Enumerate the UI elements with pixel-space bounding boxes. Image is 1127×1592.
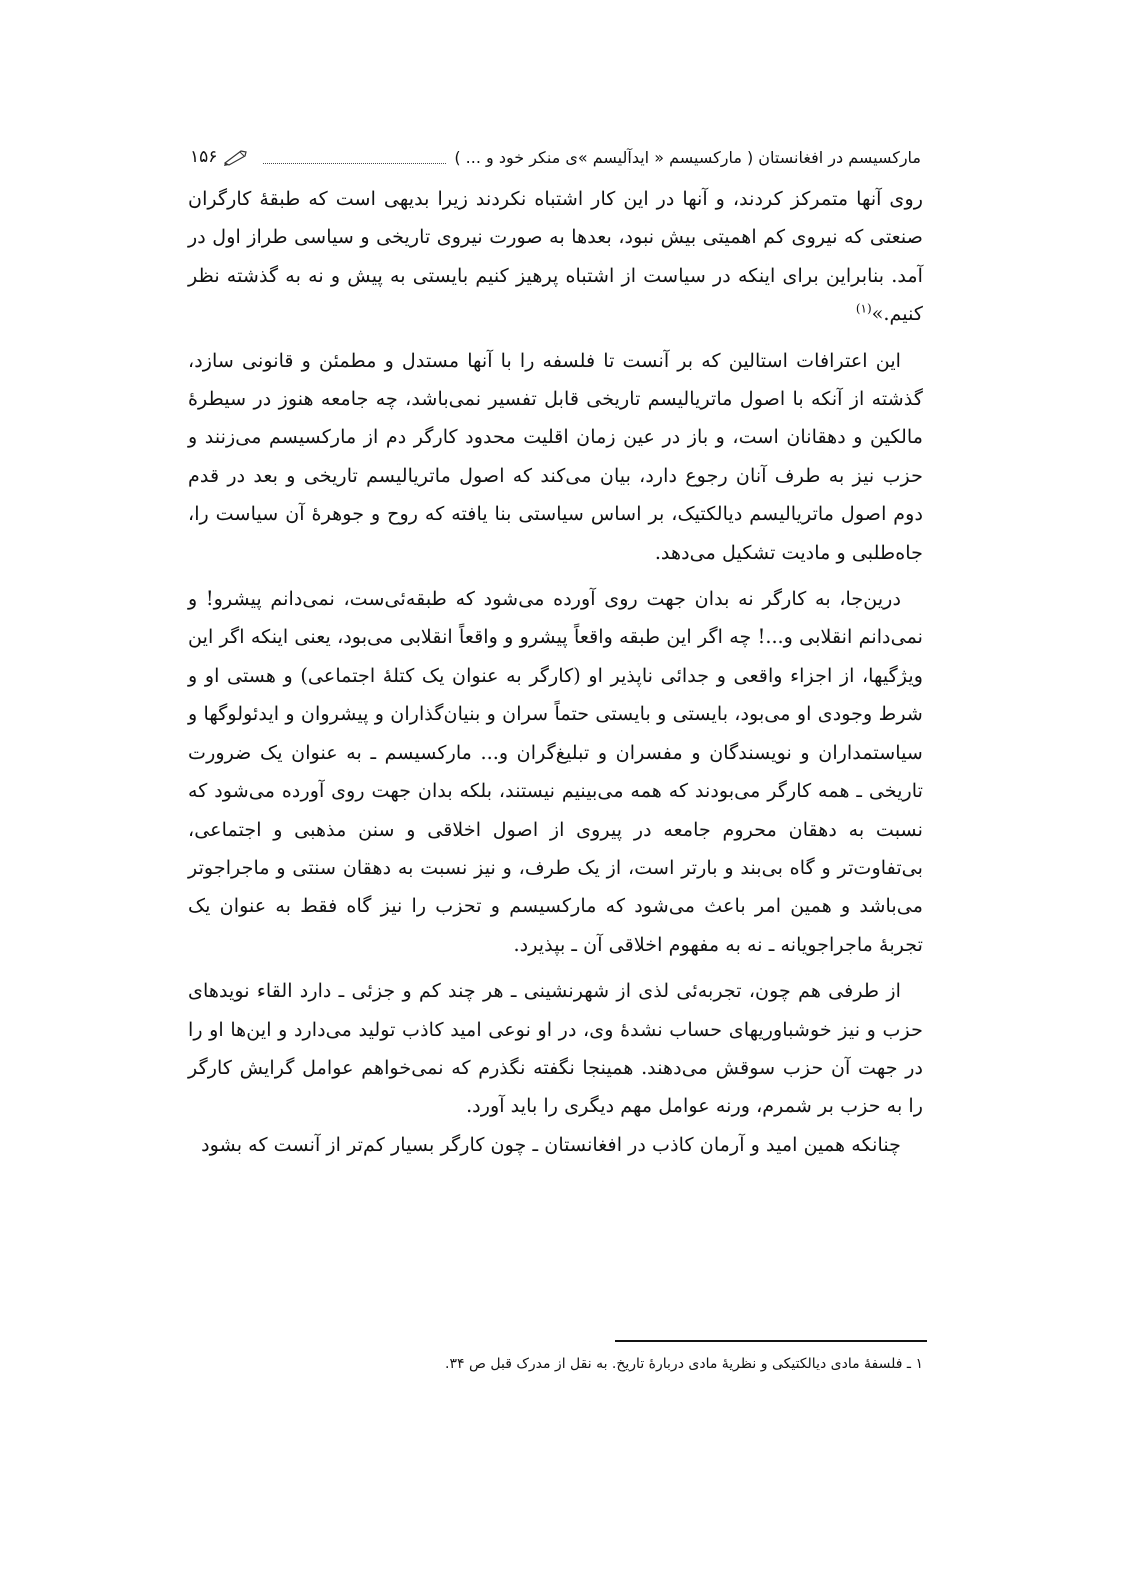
pen-icon: [223, 148, 249, 166]
header-dot-leader: [263, 151, 446, 164]
page-number: ۱۵۶: [190, 147, 218, 167]
body-text: [188, 180, 923, 1164]
paragraph-4: از طرفی هم چون، تجربه‌ئی لذی از شهرنشینی ـ هر چند کم و جزئی ـ دارد القاء نویدهای حزب و نیز خوشباوریهای حساب نشدهٔ وی، در او نوعی امید کاذب تولید می‌دارد و این‌ها او را در جهت آن حزب سوقش می‌دهند. همینجا نگفته نگذرم که نمی‌خواهم عوامل گرایش کارگر را به حزب بر شمرم، ورنه عوامل مهم دیگری را باید آورد.: [188, 979, 923, 1118]
footnote-separator: [615, 1340, 927, 1342]
paragraph-1-text: روی آنها متمرکز کردند، و آنها در این کار اشتباه نکردند زیرا بدیهی است که طبقهٔ کارگران صنعتی که نیروی کم اهمیتی بیش نبود، بعدها به صورت نیروی تاریخی و سیاسی طراز اول در آمد. بنابراین برای اینکه در سیاست از اشتباه پرهیز کنیم بایستی به پیش و نه به گذشته نظر کنیم.»: [188, 187, 923, 326]
paragraph-5: چنانکه همین امید و آرمان کاذب در افغانستان ـ چون کارگر بسیار کم‌تر از آنست که بشود: [201, 1132, 901, 1156]
paragraph-2: این اعترافات استالین که بر آنست تا فلسفه را با آنها مستدل و مطمئن و قانونی سازد، گذشته از آنکه با اصول ماتریالیسم تاریخی قابل تفسیر نمی‌باشد، چه جامعه هنوز در سیطرهٔ مالکین و دهقانان است، و باز در عین زمان اقلیت محدود کارگر دم از مارکسیسم می‌زنند و حزب نیز به طرف آنان رجوع دارد، بیان می‌کند که اصول ماتریالیسم تاریخی و بعد در قدم دوم اصول ماتریالیسم دیالکتیک، بر اساس سیاستی بنا یافته که روح و جوهرهٔ آن سیاست را، جاه‌طلبی و مادیت تشکیل می‌دهد.: [188, 348, 923, 564]
footnote: ۱ ـ فلسفهٔ مادی دیالکتیکی و نظریهٔ مادی دربارهٔ تاریخ. به نقل از مدرک قبل ص ۳۴.: [445, 1356, 923, 1372]
paragraph-3: درین‌جا، به کارگر نه بدان جهت روی آورده می‌شود که طبقه‌ئی‌ست، نمی‌دانم پیشرو! و نمی‌دانم انقلابی و...! چه اگر این طبقه واقعاً پیشرو و واقعاً انقلابی می‌بود، یعنی اینکه اگر این ویژگیها، از اجزاء واقعی و جدائی ناپذیر او (کارگر به عنوان یک کتلهٔ اجتماعی) و هستی او و شرط وجودی او می‌بود، بایستی و بایستی حتماً سران و بنیان‌گذاران و پیشروان و ایدئولوگها و سیاستمداران و نویسندگان و مفسران و تبلیغ‌گران و... مارکسیسم ـ به عنوان یک ضرورت تاریخی ـ همه کارگر می‌بودند که همه می‌بینیم نیستند، بلکه بدان جهت روی آورده می‌شود که نسبت به دهقان محروم جامعه در پیروی از اصول اخلاقی و سنن مذهبی و اجتماعی، بی‌تفاوت‌تر و گاه بی‌بند و بارتر است، از یک طرف، و نیز نسبت به دهقان سنتی و ماجراجوتر می‌باشد و همین امر باعث می‌شود که مارکسیسم و تحزب را نیز گاه فقط به عنوان یک تجربهٔ ماجراجویانه ـ نه به مفهوم اخلاقی آن ـ بپذیرد.: [188, 587, 923, 956]
paragraph-1: [188, 180, 923, 334]
header-title: مارکسیسم در افغانستان ( مارکسیسم « ایدآلیسم »ی منکر خود و ... ): [454, 147, 921, 167]
footnote-reference: (۱): [855, 301, 872, 316]
running-header: [190, 143, 921, 171]
